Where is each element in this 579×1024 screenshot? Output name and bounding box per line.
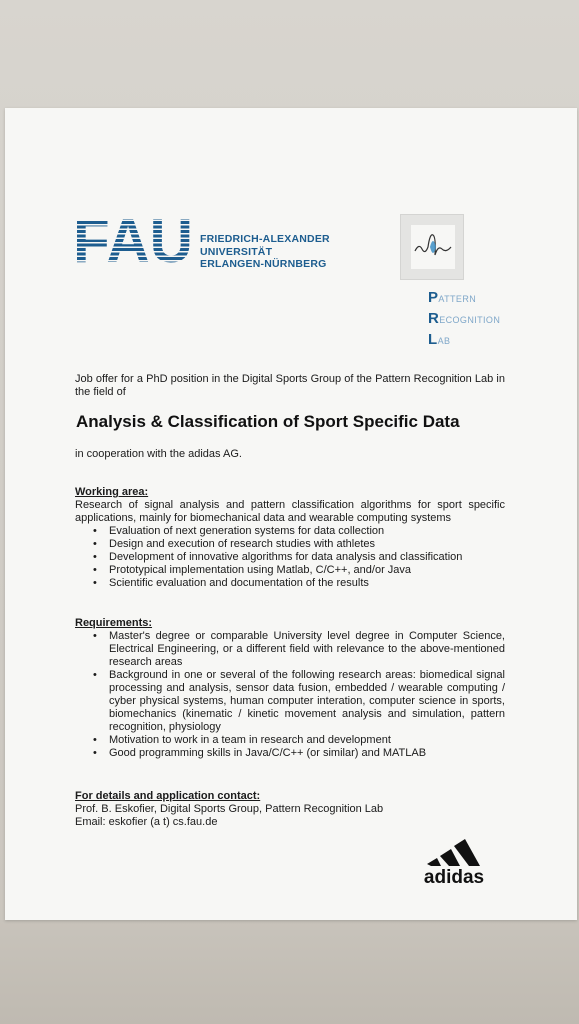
- requirements-section: [75, 617, 505, 760]
- fau-logo-text: FAU: [73, 212, 193, 266]
- fau-logo: [73, 212, 193, 266]
- prl-line: PATTERN: [428, 289, 477, 306]
- contact-person: Prof. B. Eskofier, Digital Sports Group, Pattern Recognition Lab: [75, 803, 384, 815]
- intro-text: Job offer for a PhD position in the Digital Sports Group of the Pattern Recognition Lab in the field of: [75, 373, 505, 398]
- prl-line: RECOGNITION: [428, 310, 501, 327]
- signal-wave-icon: [411, 225, 455, 269]
- working-area-list: [75, 525, 505, 590]
- list-item: • Scientific evaluation and documentation of the results: [109, 577, 505, 590]
- list-item: • Motivation to work in a team in research and development: [109, 734, 505, 747]
- cooperation-text: in cooperation with the adidas AG.: [75, 448, 242, 460]
- list-item: • Development of innovative algorithms for data analysis and classification: [109, 551, 505, 564]
- prl-logo-inner: [411, 225, 455, 269]
- university-name-line: UNIVERSITÄT: [200, 245, 273, 258]
- working-area-heading: Working area:: [75, 486, 149, 498]
- working-area-section: [75, 486, 505, 590]
- requirements-list: [75, 630, 505, 760]
- contact-section: [75, 790, 505, 829]
- prl-line: LAB: [428, 331, 451, 348]
- list-item: • Design and execution of research studies with athletes: [109, 538, 505, 551]
- job-offer-sheet: [5, 108, 577, 920]
- adidas-logo: [413, 830, 495, 886]
- university-name-line: FRIEDRICH-ALEXANDER: [200, 233, 330, 245]
- list-item: • Prototypical implementation using Matlab, C/C++, and/or Java: [109, 564, 505, 577]
- contact-email: Email: eskofier (a t) cs.fau.de: [75, 816, 218, 828]
- list-item: • Background in one or several of the following research areas: biomedical signal processing and analysis, sensor data fusion, embedded / wearable computing / cyber physical systems, human computer interation, computer science in sports, biomechanics (kinematic / kinetic movement analysis and simulation, pattern recognition, physiology: [109, 669, 505, 734]
- requirements-heading: Requirements:: [75, 617, 153, 629]
- prl-wordmark: [428, 288, 500, 351]
- page-title: Analysis & Classification of Sport Specific Data: [76, 412, 460, 431]
- contact-heading: For details and application contact:: [75, 790, 261, 802]
- university-name: [200, 233, 330, 271]
- adidas-wordmark: adidas: [423, 867, 485, 886]
- list-item: • Master's degree or comparable University level degree in Computer Science, Electrical Engineering, or a different field with relevance to the above-mentioned research areas: [109, 630, 505, 669]
- list-item: • Good programming skills in Java/C/C++ (or similar) and MATLAB: [109, 747, 505, 760]
- list-item: • Evaluation of next generation systems for data collection: [109, 525, 505, 538]
- working-area-description: Research of signal analysis and pattern classification algorithms for sport specific applications, mainly for biomechanical data and wearable computing systems: [75, 499, 505, 524]
- board-surface: [0, 920, 579, 1024]
- prl-logo-frame: [400, 214, 464, 280]
- university-name-line: ERLANGEN-NÜRNBERG: [200, 258, 327, 270]
